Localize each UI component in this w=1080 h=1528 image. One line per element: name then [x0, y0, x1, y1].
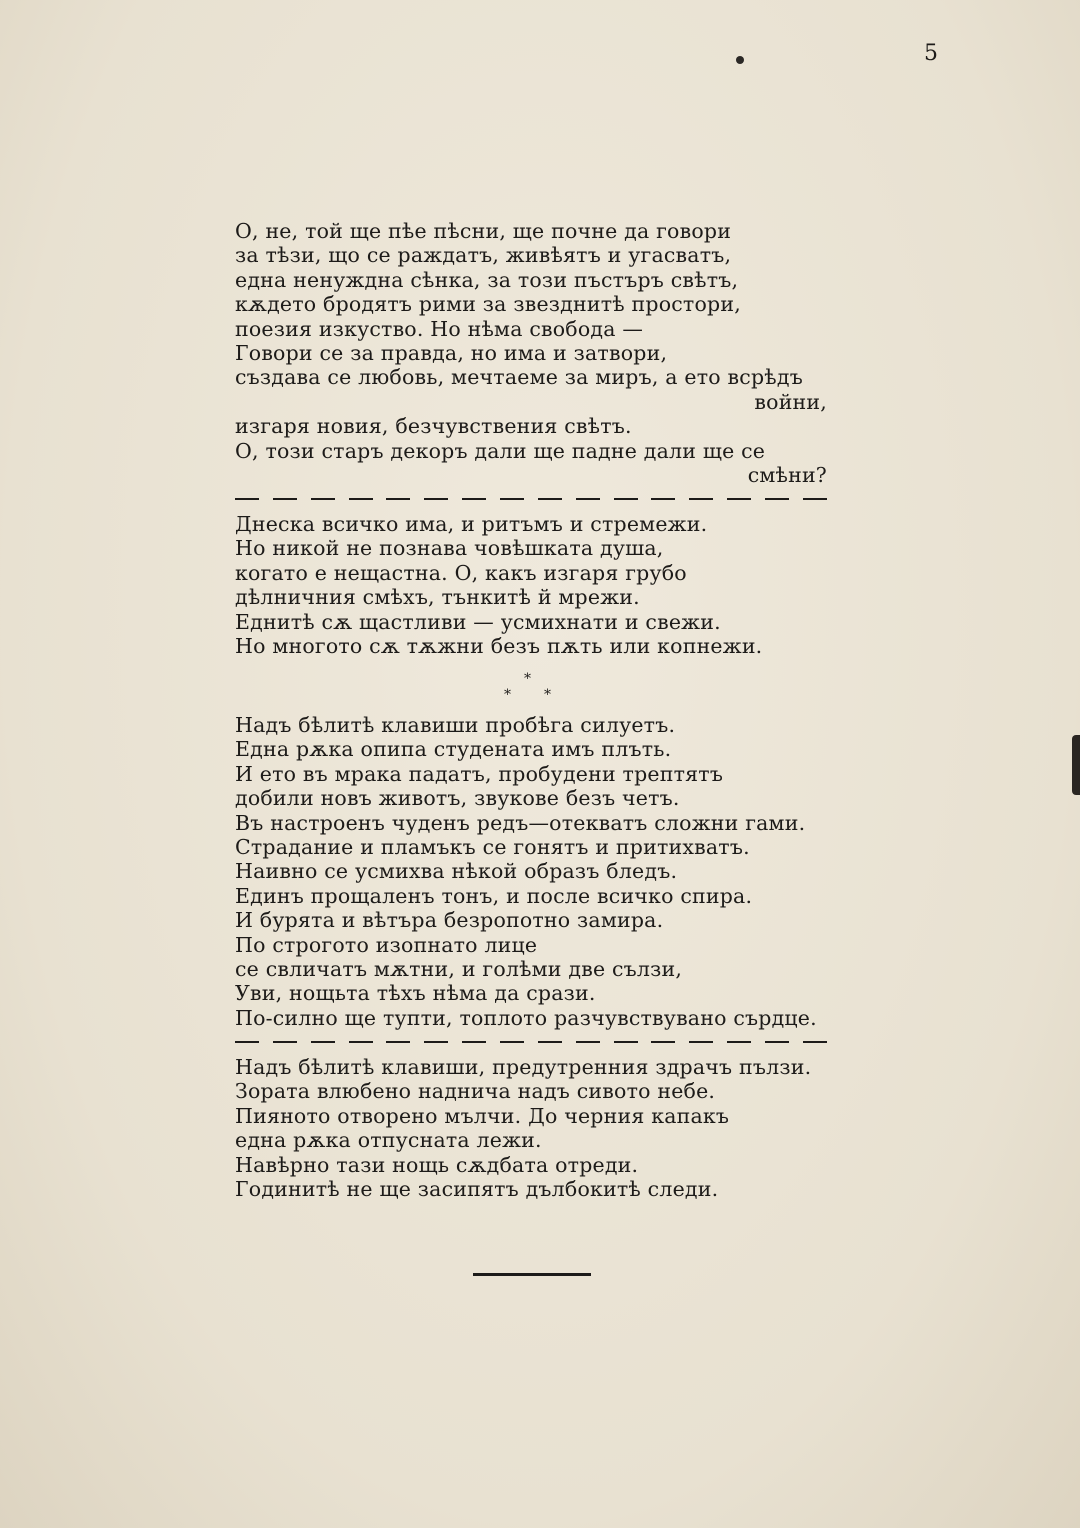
page-edge-mark: [1072, 735, 1080, 795]
dashed-separator: [235, 487, 827, 511]
poem-line: Навѣрно тази нощь сѫдбата отреди.: [235, 1152, 639, 1177]
poem-line: една рѫка отпусната лежи.: [235, 1128, 542, 1153]
poem-line: И ето въ мрака падатъ, пробудени трептятъ: [235, 761, 724, 786]
poem-line: По-силно ще тупти, топлото разчувствувано сърдце.: [235, 1005, 817, 1030]
end-rule: [473, 1273, 591, 1276]
stanza-3: [235, 713, 827, 1054]
poem-line-continuation: войни,: [754, 389, 827, 414]
stanza-2: [235, 512, 827, 658]
poem-line-continuation: смѣни?: [747, 462, 827, 487]
stanza-1: [235, 219, 827, 512]
poem-line: Годинитѣ не ще засипятъ дълбокитѣ следи.: [235, 1176, 719, 1201]
poem-line: Надъ бѣлитѣ клавиши пробѣга силуетъ.: [235, 713, 676, 737]
poem-line: Надъ бѣлитѣ клавиши, предутренния здрачъ пълзи.: [235, 1055, 812, 1079]
poem-line: О, не, той ще пѣе пѣсни, ще почне да говори: [235, 219, 732, 243]
asterisk: *: [544, 687, 551, 703]
poem-line: една ненуждна сѣнка, за този пъстъръ свѣтъ,: [235, 267, 739, 292]
asterisk: *: [524, 671, 531, 687]
poem-line: О, този старъ декоръ дали ще падне дали ще се: [235, 438, 766, 463]
poem-line: Но никой не познава човѣшката душа,: [235, 536, 664, 561]
poem-line: поезия изкуство. Но нѣма свобода —: [235, 316, 644, 341]
page-number: 5: [924, 41, 938, 66]
poem-line: Но многото сѫ тѫжни безъ пѫть или копнежи.: [235, 633, 763, 658]
poem-line: Въ настроенъ чуденъ редъ—отекватъ сложни гами.: [235, 810, 806, 835]
poem-line: създава се любовь, мечтаеме за миръ, а ето всрѣдъ: [235, 365, 803, 390]
poem-line: Една рѫка опипа студената имъ плъть.: [235, 737, 672, 762]
poem-line: добили новъ животъ, звукове безъ четъ.: [235, 786, 680, 811]
poem-line: се свличатъ мѫтни, и голѣми две сълзи,: [235, 956, 683, 981]
poem-line: Единъ прощаленъ тонъ, и после всичко спира.: [235, 883, 753, 908]
poem-line: кѫдето бродятъ рими за звезднитѣ простори,: [235, 292, 741, 317]
ink-dot: [736, 56, 744, 64]
poem-line: за тѣзи, що се раждатъ, живѣятъ и угасватъ,: [235, 243, 732, 268]
poem-line: изгаря новия, безчувствения свѣтъ.: [235, 414, 632, 439]
poem-line: Наивно се усмихва нѣкой образъ бледъ.: [235, 859, 678, 884]
asterism-divider: [490, 670, 570, 710]
poem-line: Зората влюбено надничa надъ сивото небе.: [235, 1079, 716, 1104]
poem-line: Говори се за правда, но има и затвори,: [235, 340, 668, 365]
stanza-4: [235, 1055, 827, 1201]
asterisk: *: [504, 687, 511, 703]
poem-line: дѣлничния смѣхъ, тънкитѣ й мрежи.: [235, 585, 640, 610]
poem-line: Страдание и пламъкъ се гонятъ и притихватъ.: [235, 834, 750, 859]
poem-line: Еднитѣ сѫ щастливи — усмихнати и свежи.: [235, 609, 721, 634]
poem-line: И бурята и вѣтъра безропотно замира.: [235, 908, 664, 933]
dashed-separator: [235, 1030, 827, 1054]
poem-line: Пияното отворено мълчи. До черния капакъ: [235, 1103, 730, 1128]
poem-line: Уви, нощьта тѣхъ нѣма да срази.: [235, 981, 596, 1006]
poem-line: когато е нещастна. О, какъ изгаря грубо: [235, 560, 687, 585]
poem-line: Днеска всичко има, и ритъмъ и стремежи.: [235, 512, 708, 536]
poem-line: По строгото изопнато лице: [235, 932, 538, 957]
